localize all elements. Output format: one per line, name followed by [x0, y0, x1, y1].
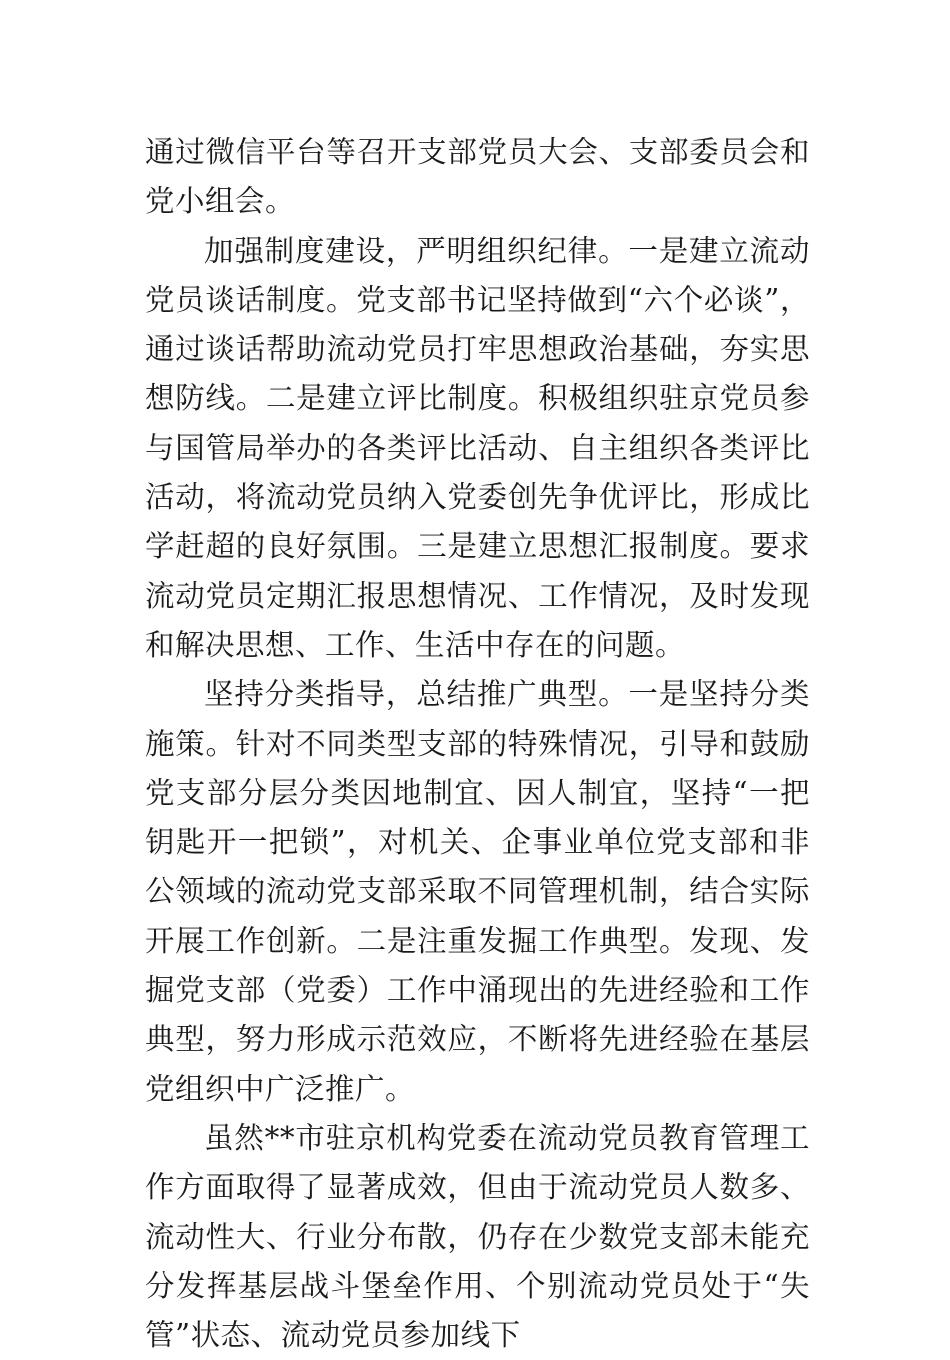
- paragraph-achievements-issues: 虽然**市驻京机构党委在流动党员教育管理工作方面取得了显著成效，但由于流动党员人数多、流动性大、行业分布散，仍存在少数党支部未能充分发挥基层战斗堡垒作用、个别流动党员处于“失管”状态、流动党员参加线下: [145, 1120, 810, 1353]
- document-body: [145, 128, 810, 1360]
- paragraph-classified-guidance: 坚持分类指导，总结推广典型。一是坚持分类施策。针对不同类型支部的特殊情况，引导和鼓励党支部分层分类因地制宜、因人制宜，坚持“一把钥匙开一把锁”，对机关、企事业单位党支部和非公领域的流动党支部采取不同管理机制，结合实际开展工作创新。二是注重发掘工作典型。发现、发掘党支部（党委）工作中涌现出的先进经验和工作典型，努力形成示范效应，不断将先进经验在基层党组织中广泛推广。: [145, 677, 810, 1106]
- paragraph-system-building: 加强制度建设，严明组织纪律。一是建立流动党员谈话制度。党支部书记坚持做到“六个必谈”，通过谈话帮助流动党员打牢思想政治基础，夯实思想防线。二是建立评比制度。积极组织驻京党员参与国管局举办的各类评比活动、自主组织各类评比活动，将流动党员纳入党委创先争优评比，形成比学赶超的良好氛围。三是建立思想汇报制度。要求流动党员定期汇报思想情况、工作情况，及时发现和解决思想、工作、生活中存在的问题。: [145, 233, 810, 662]
- paragraph-continuation: 通过微信平台等召开支部党员大会、支部委员会和党小组会。: [145, 135, 810, 219]
